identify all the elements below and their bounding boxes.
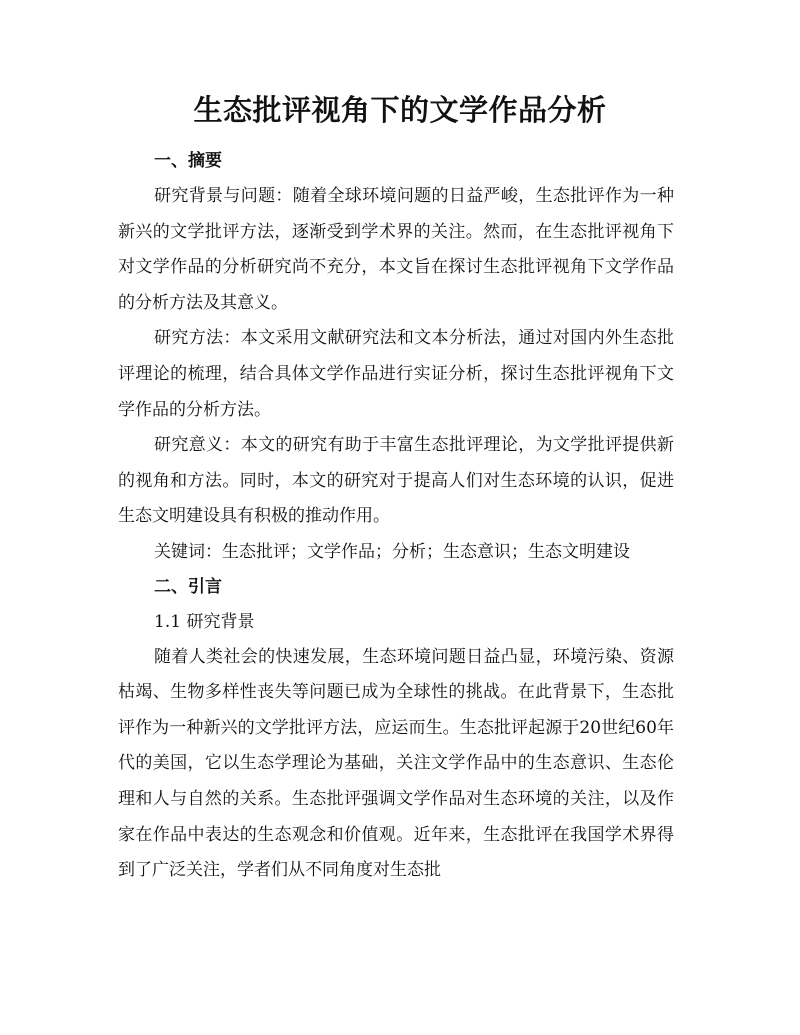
introduction-paragraph: 随着人类社会的快速发展，生态环境问题日益凸显，环境污染、资源枯竭、生物多样性丧失等问题已成为全球性的挑战。在此背景下，生态批评作为一种新兴的文学批评方法，应运而生。生态批评起源于20世纪60年代的美国，它以生态学理论为基础，关注文学作品中的生态意识、生态伦理和人与自然的关系。生态批评强调文学作品对生态环境的关注，以及作家在作品中表达的生态观念和价值观。近年来，生态批评在我国学术界得到了广泛关注，学者们从不同角度对生态批 [118, 646, 674, 881]
abstract-background-paragraph: 研究背景与问题：随着全球环境问题的日益严峻，生态批评作为一种新兴的文学批评方法，逐渐受到学术界的关注。然而，在生态批评视角下对文学作品的分析研究尚不充分，本文旨在探讨生态批评视角下文学作品的分析方法及其意义。 [118, 186, 674, 313]
abstract-methods-paragraph: 研究方法：本文采用文献研究法和文本分析法，通过对国内外生态批评理论的梳理，结合具体文学作品进行实证分析，探讨生态批评视角下文学作品的分析方法。 [118, 328, 674, 420]
introduction-heading: 二、引言 [154, 576, 222, 597]
abstract-significance-paragraph: 研究意义：本文的研究有助于丰富生态批评理论，为文学批评提供新的视角和方法。同时，本文的研究对于提高人们对生态环境的认识，促进生态文明建设具有积极的推动作用。 [118, 435, 674, 527]
subsection-heading-research-background: 1.1 研究背景 [154, 611, 255, 632]
document-body [118, 145, 674, 889]
page-title: 生态批评视角下的文学作品分析 [193, 93, 607, 127]
keywords-paragraph: 关键词：生态批评；文学作品；分析；生态意识；生态文明建设 [154, 541, 630, 562]
abstract-heading: 一、摘要 [154, 151, 222, 171]
